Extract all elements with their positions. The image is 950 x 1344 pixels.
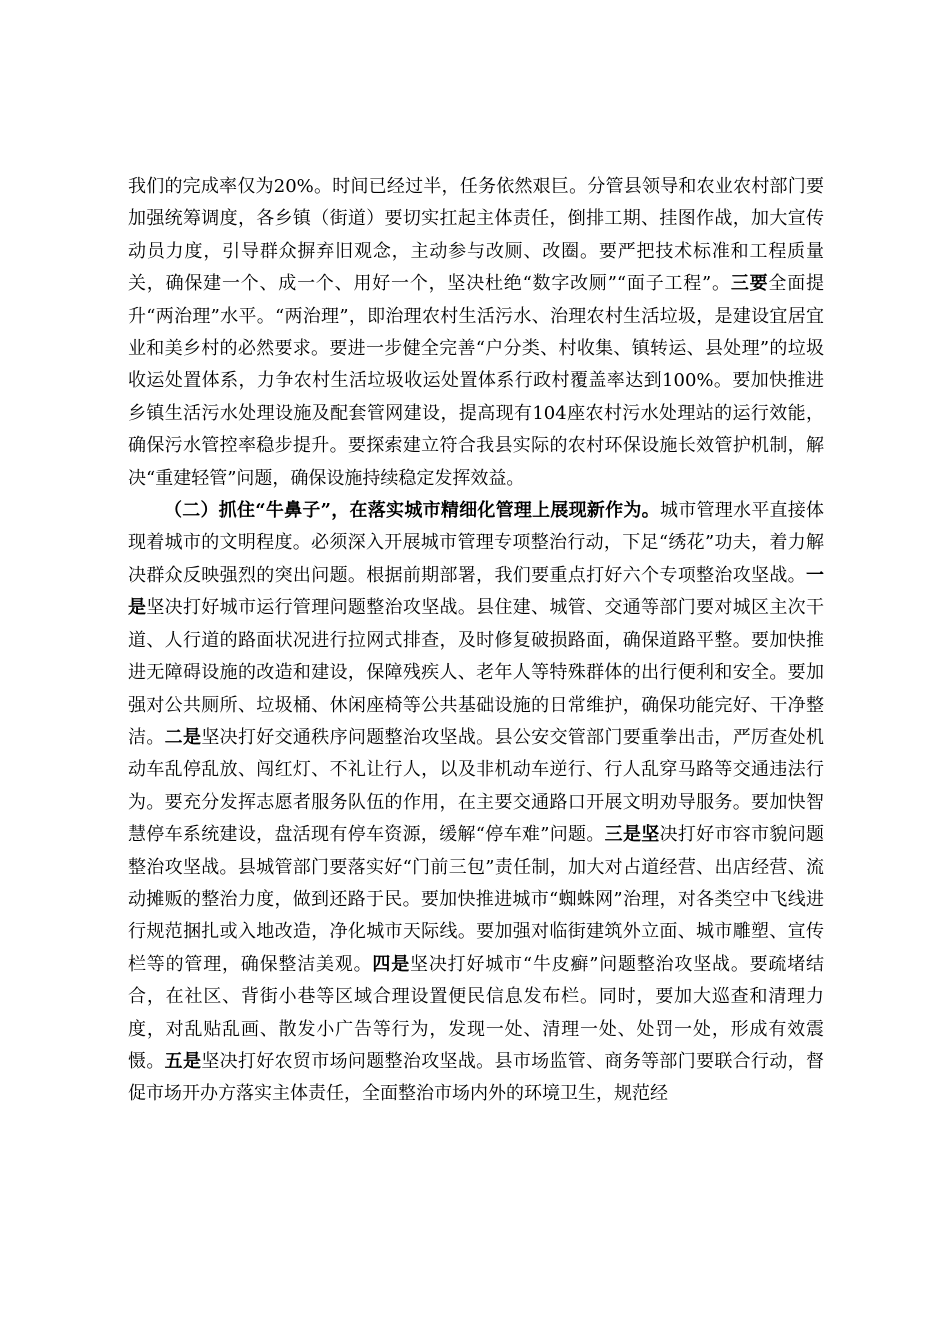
- paragraph-1-marker-three: 三要: [730, 273, 769, 295]
- paragraph-2-text-b: 坚决打好城市运行管理问题整治攻坚战。县住建、城管、交通等部门要对城区主次干道、人行道的路面状况进行拉网式排查，及时修复破损路面，确保道路平整。要加快推进无障碍设施的改造和建设，保障残疾人、老年人等特殊群体的出行便利和安全。要加强对公共厕所、垃圾桶、休闲座椅等公共基础设施的日常维护，确保功能完好、干净整洁。: [128, 597, 824, 748]
- paragraph-2-text-f: 坚决打好农贸市场问题整治攻坚战。县市场监管、商务等部门要联合行动，督促市场开办方落实主体责任，全面整治市场内外的环境卫生，规范经: [128, 1050, 825, 1105]
- paragraph-2-text-c: 坚决打好交通秩序问题整治攻坚战。县公安交管部门要重拳出击，严厉查处机动车乱停乱放、闯红灯、不礼让行人，以及非机动车逆行、行人乱穿马路等交通违法行为。要充分发挥志愿者服务队伍的作用，在主要交通路口开展文明劝导服务。要加快智慧停车系统建设，盘活现有停车资源，缓解“停车难”问题。: [128, 726, 825, 846]
- paragraph-2-text-d: 决打好市容市貌问题整治攻坚战。县城管部门要落实好“门前三包”责任制，加大对占道经营、出店经营、流动摊贩的整治力度，做到还路于民。要加快推进城市“蜘蛛网”治理，对各类空中飞线进行规范捆扎或入地改造，净化城市天际线。要加强对临街建筑外立面、城市雕塑、宣传栏等的管理，确保整洁美观。: [128, 824, 825, 975]
- paragraph-1: [128, 171, 824, 495]
- paragraph-2-text-a: 城市管理水平直接体现着城市的文明程度。必须深入开展城市管理专项整治行动，下足“绣花”功夫，着力解决群众反映强烈的突出问题。根据前期部署，我们要重点打好六个专项整治攻坚战。: [128, 500, 824, 586]
- marker-three: 三是坚: [604, 824, 660, 846]
- paragraph-1-text-a: 我们的完成率仅为20%。时间已经过半，任务依然艰巨。分管县领导和农业农村部门要加强统筹调度，各乡镇（街道）要切实扛起主体责任，倒排工期、挂图作战，加大宣传动员力度，引导群众摒弃旧观念，主动参与改厕、改圈。要严把技术标准和工程质量关，确保建一个、成一个、用好一个，坚决杜绝“数字改厕”“面子工程”。: [128, 176, 824, 295]
- paragraph-2-text-e: 坚决打好城市“牛皮癣”问题整治攻坚战。要疏堵结合，在社区、背街小巷等区域合理设置便民信息发布栏。同时，要加大巡查和清理力度，对乱贴乱画、散发小广告等行为，发现一处、清理一处、处罚一处，形成有效震慑。: [128, 953, 825, 1072]
- paragraph-2: [128, 495, 824, 1111]
- marker-one: 一是: [128, 564, 824, 619]
- section-heading-2: （二）抓住“牛鼻子”，在落实城市精细化管理上展现新作为。: [164, 500, 660, 522]
- paragraph-1-text-b: 全面提升“两治理”水平。“两治理”，即治理农村生活污水、治理农村生活垃圾，是建设宜居宜业和美乡村的必然要求。要进一步健全完善“户分类、村收集、镇转运、县处理”的垃圾收运处置体系，力争农村生活垃圾收运处置体系行政村覆盖率达到100%。要加快推进乡镇生活污水处理设施及配套管网建设，提高现有104座农村污水处理站的运行效能，确保污水管控率稳步提升。要探索建立符合我县实际的农村环保设施长效管护机制，解决“重建轻管”问题，确保设施持续稳定发挥效益。: [128, 273, 824, 489]
- marker-two: 二是: [164, 726, 202, 748]
- marker-four: 四是: [372, 953, 411, 975]
- marker-five: 五是: [164, 1050, 202, 1072]
- body-text: [128, 171, 824, 1111]
